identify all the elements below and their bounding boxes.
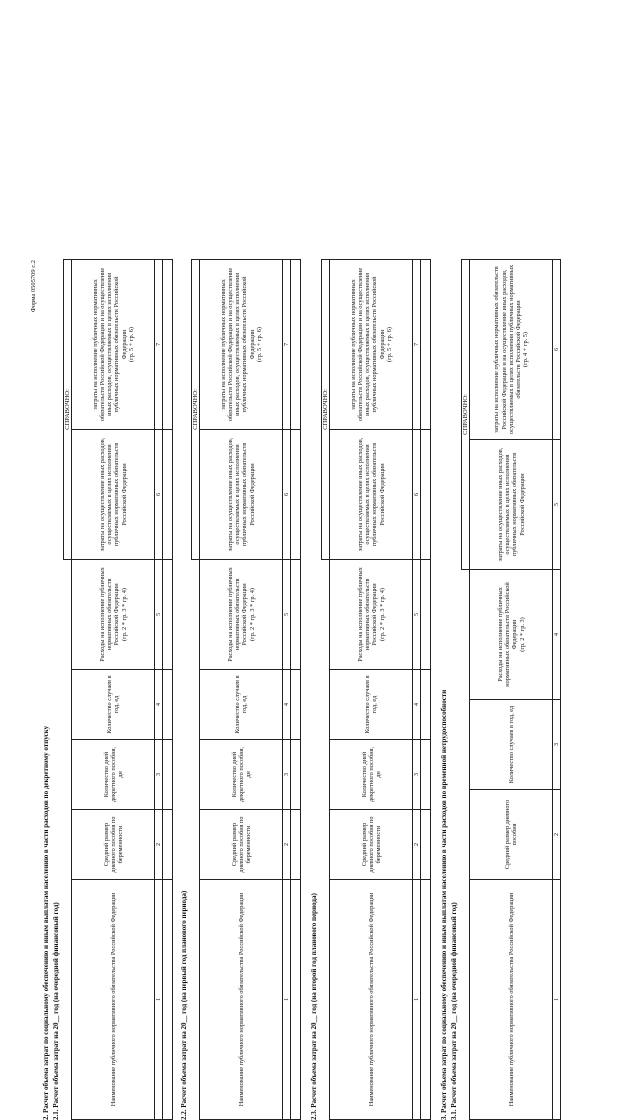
col-header-1: Наименование публичного нормативного обязательства Российской Федерации (72, 880, 155, 1120)
col-index: 2 (155, 810, 163, 880)
col-index: 4 (283, 670, 291, 740)
col-header-3: Количество случаев в год, ед (470, 700, 553, 790)
form-number: Форма 0505709 с.2 (30, 260, 37, 313)
col-index: 1 (283, 880, 291, 1120)
section-2-1-title: 2.1. Расчет объема затрат на 20__ год (на очередной финансовый год) (52, 902, 60, 1120)
table-2-2 (191, 259, 301, 1120)
col-index: 6 (155, 429, 163, 559)
col-header-2: Средний размер дневного пособия по беременности (330, 810, 413, 880)
col-header-1: Наименование публичного нормативного обязательства Российской Федерации (200, 880, 283, 1120)
col-header-6: затраты на исполнение публичных нормативных обязательств Российской Федерации и на осуществление иных расходов, осуществляемых в целях исполнения публичных нормативных обязательств Российской Федерации (гр. 4 + гр. 5) (470, 259, 553, 439)
col-index: 4 (553, 570, 561, 700)
col-header-7: затраты на исполнение публичных нормативных обязательств Российской Федерации и на осуществление иных расходов, осуществляемых в целях исполнения публичных нормативных обязательств Российской Федерации (гр. 5 + гр. 6) (330, 259, 413, 429)
col-header-5: Расходы на исполнение публичных нормативных обязательств Российской Федерации (гр. 2 * гр. 3 * гр. 4) (72, 559, 155, 669)
col-index: 2 (283, 810, 291, 880)
reference-label: СПРАВОЧНО: (192, 259, 200, 559)
rotated-form (30, 256, 610, 1120)
col-index: 3 (413, 740, 421, 810)
col-index: 6 (413, 429, 421, 559)
col-index: 3 (155, 740, 163, 810)
col-index: 5 (283, 559, 291, 669)
col-index: 1 (413, 880, 421, 1120)
col-header-3: Количество дней декретного пособия, дн (330, 740, 413, 810)
table-3-1 (461, 259, 561, 1120)
col-header-3: Количество дней декретного пособия, дн (72, 740, 155, 810)
col-header-4: Количество случаев в год, ед (72, 670, 155, 740)
col-header-3: Количество дней декретного пособия, дн (200, 740, 283, 810)
col-index: 7 (413, 259, 421, 429)
section-2-title: 2. Расчет объема затрат по социальному обеспечению и иным выплатам населению в части расходов по декретному отпуску (42, 725, 50, 1120)
col-index: 1 (553, 880, 561, 1120)
col-index: 3 (283, 740, 291, 810)
col-index: 7 (283, 259, 291, 429)
section-2-3-title: 2.3. Расчет объема затрат на 20__ год (на второй год планового периода) (310, 893, 318, 1120)
col-header-7: затраты на исполнение публичных нормативных обязательств Российской Федерации и на осуществление иных расходов, осуществляемых в целях исполнения публичных нормативных обязательств Российской Федерации (гр. 5 + гр. 6) (200, 259, 283, 429)
col-header-6: затраты на осуществление иных расходов, осуществляемых в целях исполнения публичных нормативных обязательств Российской Федерации (200, 429, 283, 559)
reference-label: СПРАВОЧНО: (462, 259, 470, 569)
table-row (421, 259, 431, 1119)
col-header-2: Средний размер дневного пособия по беременности (200, 810, 283, 880)
col-index: 3 (553, 700, 561, 790)
col-header-2: Средний размер дневного пособия по беременности (72, 810, 155, 880)
col-header-6: затраты на осуществление иных расходов, осуществляемых в целях исполнения публичных нормативных обязательств Российской Федерации (330, 429, 413, 559)
reference-label: СПРАВОЧНО: (64, 259, 72, 559)
col-index: 4 (413, 670, 421, 740)
col-index: 5 (413, 559, 421, 669)
col-index: 2 (553, 790, 561, 880)
col-index: 5 (155, 559, 163, 669)
table-row (291, 259, 301, 1119)
reference-label: СПРАВОЧНО: (322, 259, 330, 559)
table-2-3 (321, 259, 431, 1120)
col-index: 1 (155, 880, 163, 1120)
col-index: 6 (553, 259, 561, 439)
col-header-4: Количество случаев в год, ед (330, 670, 413, 740)
table-row (163, 259, 173, 1119)
section-3-title: 3. Расчет объема затрат по социальному обеспечению и иным выплатам населению в части расходов по временной нетрудоспособности (440, 689, 448, 1120)
col-header-1: Наименование публичного нормативного обязательства Российской Федерации (330, 880, 413, 1120)
col-header-7: затраты на исполнение публичных нормативных обязательств Российской Федерации и на осуществление иных расходов, осуществляемых в целях исполнения публичных нормативных обязательств Российской Федерации (гр. 5 + гр. 6) (72, 259, 155, 429)
section-2-2-title: 2.2. Расчет объема затрат на 20__ год (на первый год планового периода) (180, 890, 188, 1120)
col-header-5: Расходы на исполнение публичных нормативных обязательств Российской Федерации (гр. 2 * гр. 3 * гр. 4) (330, 559, 413, 669)
col-index: 2 (413, 810, 421, 880)
col-header-2: Средний размер дневного пособия (470, 790, 553, 880)
col-header-4: Расходы на исполнение публичных нормативных обязательств Российской Федерации (гр. 2 * гр. 3) (470, 570, 553, 700)
col-index: 5 (553, 440, 561, 570)
col-index: 6 (283, 429, 291, 559)
col-header-5: Расходы на исполнение публичных нормативных обязательств Российской Федерации (гр. 2 * гр. 3 * гр. 4) (200, 559, 283, 669)
section-3-1-title: 3.1. Расчет объема затрат на 20__ год (на очередной финансовый год) (450, 902, 458, 1120)
col-header-5: затраты на осуществление иных расходов, осуществляемых в целях исполнения публичных нормативных обязательств Российской Федерации (470, 440, 553, 570)
col-index: 7 (155, 259, 163, 429)
col-header-1: Наименование публичного нормативного обязательства Российской Федерации (470, 880, 553, 1120)
col-index: 4 (155, 670, 163, 740)
col-header-4: Количество случаев в год, ед (200, 670, 283, 740)
table-2-1 (63, 259, 173, 1120)
col-header-6: затраты на осуществление иных расходов, осуществляемых в целях исполнения публичных нормативных обязательств Российской Федерации (72, 429, 155, 559)
